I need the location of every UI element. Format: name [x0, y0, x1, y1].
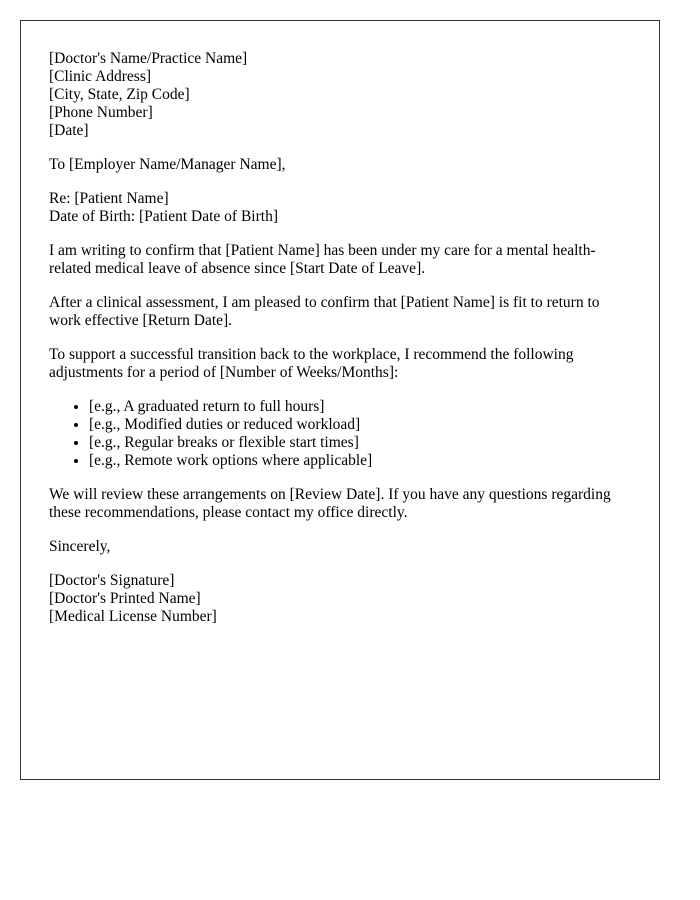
doctor-signature: [Doctor's Signature]	[49, 572, 175, 589]
clinic-address: [Clinic Address]	[49, 68, 152, 85]
practice-name: [Doctor's Name/Practice Name]	[49, 50, 248, 67]
list-item: • [e.g., Remote work options where applicable]	[89, 452, 631, 470]
paragraph-fit-to-return: After a clinical assessment, I am pleased to confirm that [Patient Name] is fit to return to work effective [Return Date].	[49, 294, 600, 329]
re-block	[49, 190, 631, 226]
doctor-printed-name: [Doctor's Printed Name]	[49, 590, 201, 607]
city-state-zip: [City, State, Zip Code]	[49, 86, 190, 103]
letterhead	[49, 50, 631, 140]
letter-page	[20, 20, 660, 780]
re-dob: Date of Birth: [Patient Date of Birth]	[49, 208, 278, 225]
medical-license-number: [Medical License Number]	[49, 608, 217, 625]
paragraph-adjustments-intro: To support a successful transition back to the workplace, I recommend the following adjustments for a period of [Number of Weeks/Months]:	[49, 346, 574, 381]
list-item: • [e.g., Regular breaks or flexible start times]	[89, 434, 631, 452]
salutation: To [Employer Name/Manager Name],	[49, 156, 286, 173]
signature-block	[49, 572, 631, 626]
phone-number: [Phone Number]	[49, 104, 153, 121]
re-patient: Re: [Patient Name]	[49, 190, 169, 207]
paragraph-review: We will review these arrangements on [Review Date]. If you have any questions regarding these recommendations, please contact my office directly.	[49, 486, 611, 521]
paragraph-leave-confirmation: I am writing to confirm that [Patient Name] has been under my care for a mental health-related medical leave of absence since [Start Date of Leave].	[49, 242, 596, 277]
letter-date: [Date]	[49, 122, 89, 139]
list-item: • [e.g., Modified duties or reduced workload]	[89, 416, 631, 434]
closing: Sincerely,	[49, 538, 111, 555]
recommendations-list	[49, 398, 631, 470]
list-item: • [e.g., A graduated return to full hours]	[89, 398, 631, 416]
